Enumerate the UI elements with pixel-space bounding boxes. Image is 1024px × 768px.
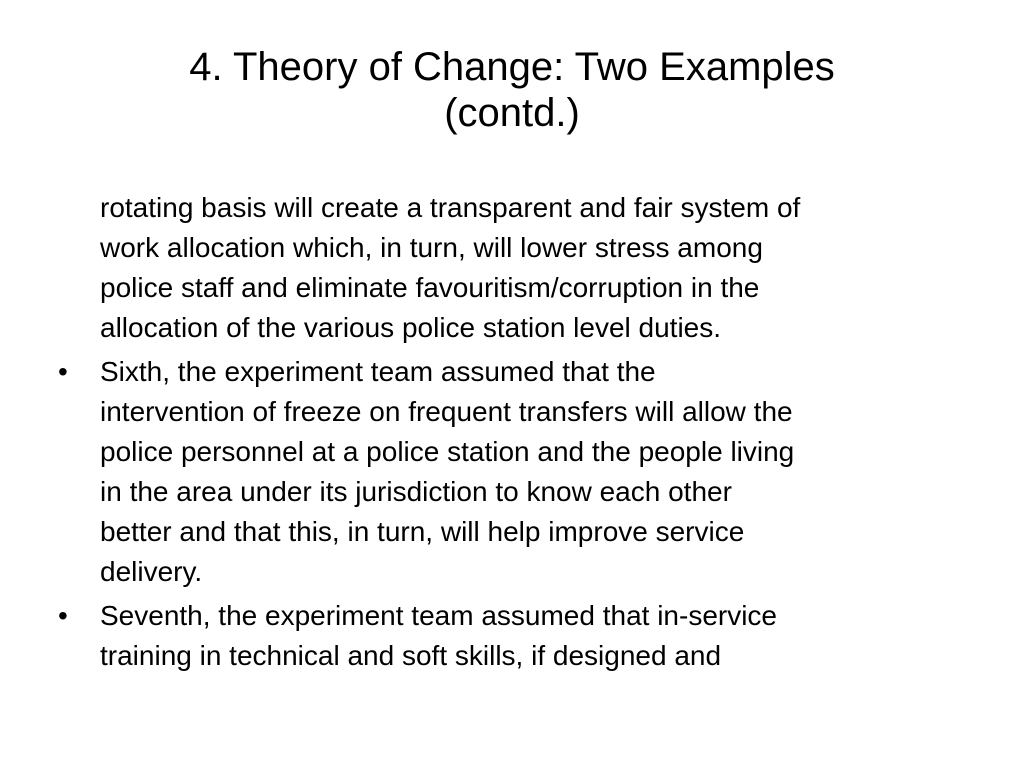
body-text-line: Seventh, the experiment team assumed that in-service xyxy=(100,600,778,631)
body-text-line: in the area under its jurisdiction to know each other xyxy=(100,476,732,507)
body-text-line: police staff and eliminate favouritism/corruption in the xyxy=(100,272,760,303)
body-text-line: delivery. xyxy=(100,556,203,587)
body-text-line: Sixth, the experiment team assumed that the xyxy=(100,356,656,387)
body-text-line: better and that this, in turn, will help improve service xyxy=(100,516,745,547)
slide-title xyxy=(0,44,1024,136)
body-text-line: work allocation which, in turn, will lower stress among xyxy=(100,232,763,263)
bullet-icon: • xyxy=(58,600,68,631)
slide-body xyxy=(58,188,970,676)
body-text-line: allocation of the various police station level duties. xyxy=(100,312,722,343)
body-text-line: intervention of freeze on frequent transfers will allow the xyxy=(100,396,793,427)
body-text-line: rotating basis will create a transparent and fair system of xyxy=(100,192,801,223)
slide-title-line-1: 4. Theory of Change: Two Examples xyxy=(189,45,835,89)
bullet-icon: • xyxy=(58,356,68,387)
bullet-item-sixth xyxy=(58,352,970,592)
body-text-line: police personnel at a police station and the people living xyxy=(100,436,795,467)
body-text-line: training in technical and soft skills, if designed and xyxy=(100,640,722,671)
continuation-paragraph xyxy=(58,188,970,348)
bullet-item-seventh xyxy=(58,596,970,676)
slide-title-line-2: (contd.) xyxy=(444,91,580,135)
